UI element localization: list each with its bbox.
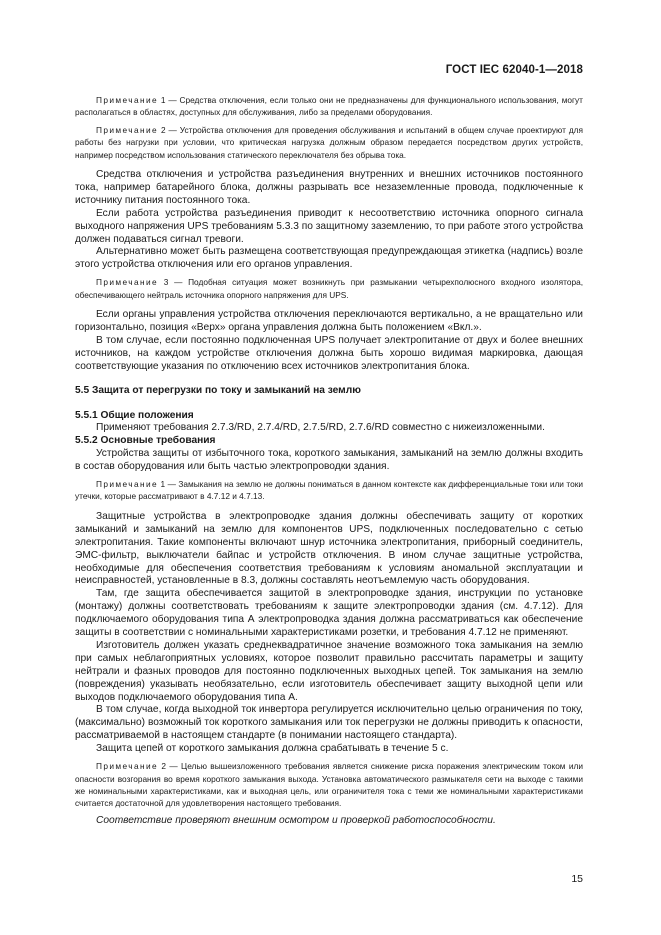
- note-4: [75, 478, 583, 503]
- note-3: [75, 276, 583, 301]
- note-label: Примечание: [96, 95, 159, 105]
- note-text: 1 — Средства отключения, если только они не предназначены для функционального использования, могут располагаться в областях, доступных для обслуживания, либо за пределами оборудования.: [75, 95, 583, 118]
- note-label: Примечание: [96, 124, 159, 135]
- paragraph: Применяют требования 2.7.3/RD, 2.7.4/RD, 2.7.5/RD, 2.7.6/RD совместно с нижеизложенными.: [96, 422, 545, 434]
- paragraph: Если работа устройства разъединения приводит к несоответствию источника опорного сигнала выходного напряжения UPS требованиям 5.3.3 по защитному заземлению, то при работе этого устройства должен подаваться сигнал тревоги.: [75, 207, 583, 245]
- compliance-statement: Соответствие проверяют внешним осмотром и проверкой работоспособности.: [96, 814, 496, 826]
- paragraph: В том случае, если постоянно подключенная UPS получает электропитание от двух и более внешних источников, на каждом устройстве отключения должна быть хорошо видимая маркировка, дающая соответствующие указания по отключению всех источников электропитания блока.: [75, 334, 583, 372]
- note-label: Примечание: [96, 277, 159, 288]
- paragraph: Там, где защита обеспечивается защитой в электропроводке здания, инструкции по установке (монтажу) должны соответствовать требованиям к защите электропроводки здания (см. 4.7.12). Для подключаемого оборудования типа А электропроводка здания должна рассматриваться как обеспечение защиты в соответствии с номинальными характеристиками розетки, и требования 4.7.12 не применяют.: [75, 588, 583, 639]
- section-heading-5-5-1: 5.5.1 Общие положения: [75, 409, 194, 421]
- paragraph: Средства отключения и устройства разъединения внутренних и внешних источников постоянного тока, например батарейного блока, должны разрывать все незаземленные провода, подключенные к источнику питания постоянного тока.: [75, 169, 583, 206]
- document-body: [75, 94, 583, 828]
- note-text: 1 — Замыкания на землю не должны пониматься в данном контексте как дифференциальные токи или токи утечки, которые рассматривают в 4.7.12 и 4.7.13.: [75, 479, 583, 502]
- note-1: [75, 94, 583, 119]
- note-text: 2 — Устройства отключения для проведения обслуживания и испытаний в общем случае проектируют для работы без нагрузки при условии, что критическая нагрузка должным образом передается посредством других устройств, например посредством использования статического переключателя без обрыва тока.: [75, 124, 583, 160]
- paragraph: В том случае, когда выходной ток инвертора регулируется исключительно целью ограничения по току, (максимально) возможный ток короткого замыкания или ток перегрузки не должны приводить к опасности, рассматриваемой в настоящем стандарте (в понимании настоящего стандарта).: [75, 704, 583, 742]
- section-heading-5-5: 5.5 Защита от перегрузки по току и замыканий на землю: [75, 384, 361, 396]
- note-text: 3 — Подобная ситуация может возникнуть при размыкании четырехполюсного входного изолятора, обеспечивающего нейтраль источника опорного напряжения для UPS.: [75, 277, 583, 300]
- note-text: 2 — Целью вышеизложенного требования является снижение риска поражения электрическим током или опасности возгорания во время короткого замыкания выхода. Установка автоматического размыкателя сети на выходе с такими же номинальными характеристиками, как и выходная цель, или ограничителя тока с теми же номинальными характеристиками считается достаточной для удовлетворения настоящего требования.: [75, 761, 583, 809]
- note-label: Примечание: [96, 761, 159, 772]
- paragraph: Защита цепей от короткого замыкания должна срабатывать в течение 5 с.: [96, 743, 449, 755]
- paragraph: Устройства защиты от избыточного тока, короткого замыкания, замыканий на землю должны входить в состав оборудования или быть частью электропроводки здания.: [75, 448, 583, 473]
- document-header: ГОСТ IEC 62040-1—2018: [445, 64, 583, 76]
- paragraph: Альтернативно может быть размещена соответствующая предупреждающая этикетка (надпись) возле этого устройства отключения или его органов управления.: [75, 246, 583, 271]
- page-number: 15: [571, 873, 583, 885]
- paragraph: Изготовитель должен указать среднеквадратичное значение возможного тока замыкания на землю при самых неблагоприятных условиях, которое позволит правильно рассчитать параметры и защиту нейтрали и фазных проводов для постоянно подключенных выходных цепей. Ток замыкания на землю (повреждения) указывать необязательно, если изготовитель обеспечивает защиту выходной цепи или выходов подключаемого оборудования типа А.: [75, 639, 583, 703]
- note-2: [75, 124, 583, 161]
- paragraph: Защитные устройства в электропроводке здания должны обеспечивать защиту от коротких замыканий и замыканий на землю для компонентов UPS, подключенных последовательно с сетью электропитания. Такие компоненты включают шнур источника электропитания, приборный соединитель, ЭМС-фильтр, выключатели байпас и устройств отключения. В ином случае защитные устройства, необходимые для обеспечения соответствия требованиям к условиям аномальной эксплуатации и неисправностей, установленные в 8.3, должны составлять неотъемлемую часть оборудования.: [75, 510, 583, 587]
- section-heading-5-5-2: 5.5.2 Основные требования: [75, 435, 216, 447]
- paragraph: Если органы управления устройства отключения переключаются вертикально, а не вращательно или горизонтально, позиция «Верх» органа управления должна быть положением «Вкл.».: [75, 309, 583, 333]
- note-label: Примечание: [96, 479, 159, 490]
- note-5: [75, 760, 583, 810]
